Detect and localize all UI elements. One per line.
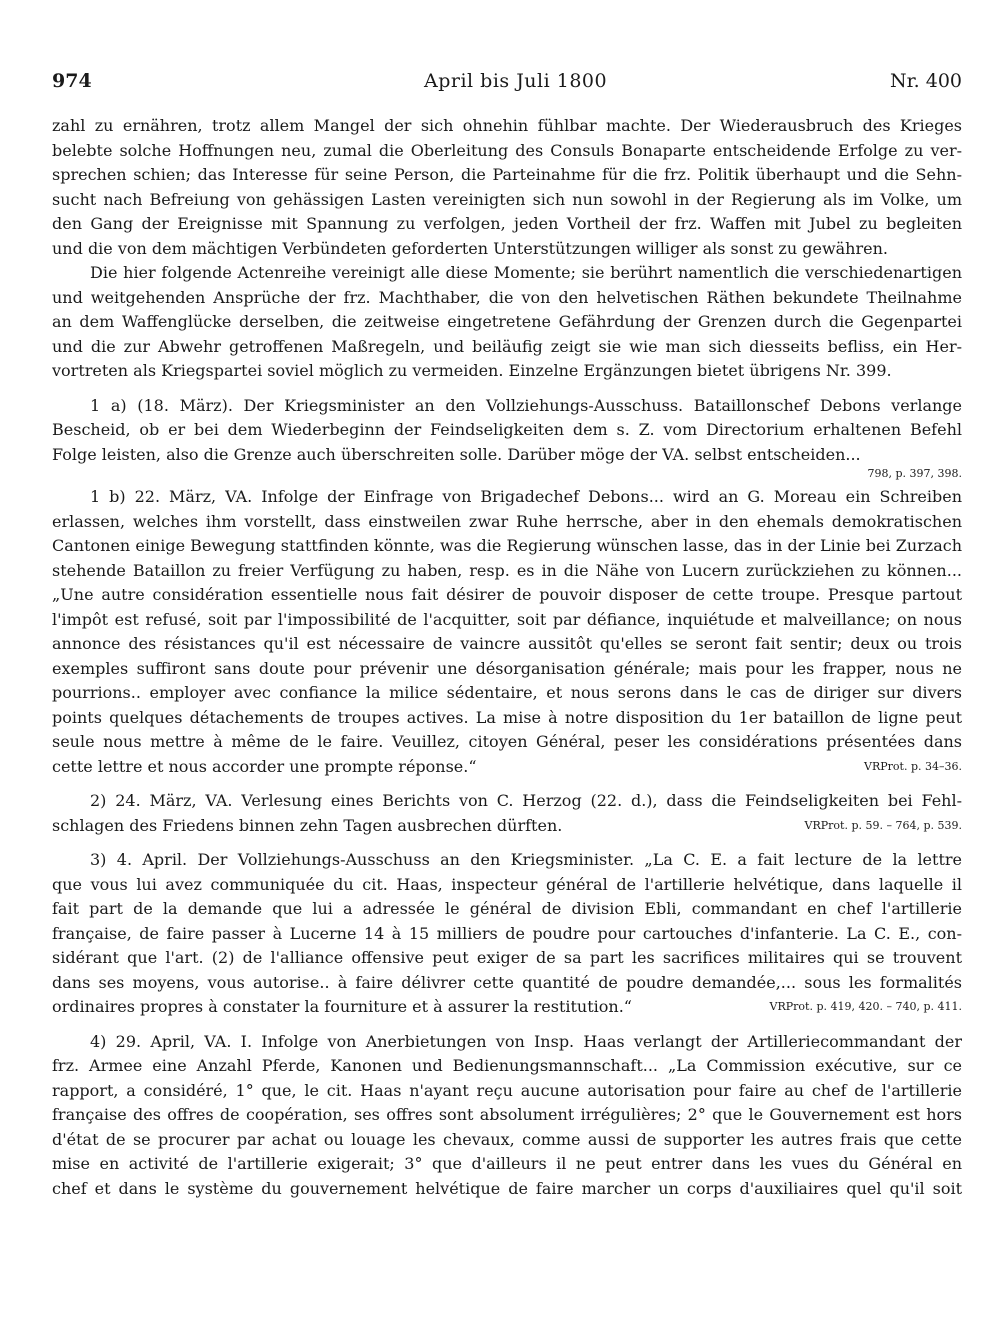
text-line-with-citation [52,995,962,1020]
source-citation: VRProt. p. 59. – 764, p. 539. [804,818,962,832]
entry-1a [52,394,962,486]
text-line: stehende Bataillon zu freier Verfügung zu haben, resp. es in die Nähe von Lucern zurückziehen zu können... [52,560,962,580]
text-line: annonce des résistances qu'il est nécessaire de vaincre aussitôt qu'elles se seront fait sentir; deux ou trois [52,634,962,653]
text-line: schlagen des Friedens binnen zehn Tagen ausbrechen dürften. [52,815,563,835]
text-line: l'impôt est refusé, soit par l'impossibilité de l'acquitter, soit par défiance, inquiétude et malveillance; on nous [52,609,962,629]
text-line: 1 b) 22. März, VA. Infolge der Einfrage von Brigadechef Debons... wird an G. Moreau ein Schreiben [90,487,962,506]
text-line: d'état de se procurer par achat ou louage les chevaux, comme aussi de supporter les autres frais que cette [52,1129,962,1149]
text-line: sprechen schien; das Interesse für seine Person, die Parteinahme für die frz. Politik überhaupt und die Sehn- [52,165,962,184]
text-line: Die hier folgende Actenreihe vereinigt alle diese Momente; sie berührt namentlich die verschiedenartigen [90,263,962,282]
source-citation: VRProt. p. 34–36. [864,759,962,773]
page-number: 974 [52,70,92,92]
document-number: Nr. 400 [890,70,962,92]
text-line: vortreten als Kriegspartei soviel möglich zu vermeiden. Einzelne Ergänzungen bietet übrigens Nr. 399. [52,361,892,380]
text-line: Bescheid, ob er bei dem Wiederbeginn der Feindseligkeiten dem s. Z. vom Directorium erhaltenen Befehl [52,420,962,439]
text-line-with-citation [52,814,962,839]
page-header [52,70,962,100]
text-line: dans ses moyens, vous autorise.. à faire délivrer cette quantité de poudre demandée,... sous les formalités [52,972,962,992]
text-line: 4) 29. April, VA. I. Infolge von Anerbietungen von Insp. Haas verlangt der Artilleriecommandant der [90,1031,962,1051]
text-line: que vous lui avez communiquée du cit. Haas, inspecteur général de l'artillerie helvétique, dans laquelle il [52,874,962,894]
text-line: cette lettre et nous accorder une prompte réponse.“ [52,756,477,776]
text-line: française, de faire passer à Lucerne 14 à 15 milliers de poudre pour cartouches d'infanterie. La C. E., con- [52,923,962,943]
text-line: zahl zu ernähren, trotz allem Mangel der sich ohnehin fühlbar machte. Der Wiederausbruch des Krieges [52,116,962,135]
text-line: ordinaires propres à constater la fourniture et à assurer la restitution.“ [52,997,632,1016]
paragraph-intro [52,114,962,261]
text-line: sucht nach Befreiung von gehässigen Lasten vereinigten sich nun sowohl in der Regierung als im Volke, um [52,189,962,209]
entry-2 [52,789,962,838]
entry-3 [52,848,962,1020]
entry-4 [52,1030,962,1202]
text-line: und die zur Abwehr getroffenen Maßregeln, und beiläufig zeigt sie wie man sich diesseits befliss, ein Her- [52,336,962,356]
text-line: 2) 24. März, VA. Verlesung eines Berichts von C. Herzog (22. d.), dass die Feindseligkeiten bei Fehl- [90,791,962,810]
text-line: erlassen, welches ihm vorstellt, dass einstweilen zwar Ruhe herrsche, aber in den ehemals demokratischen [52,511,962,531]
text-line: chef et dans le système du gouvernement helvétique de faire marcher un corps d'auxiliaires quel qu'il soit [52,1178,962,1198]
page-body [52,114,962,1201]
text-line: an dem Waffenglücke derselben, die zeitweise eingetretene Gefährdung der Grenzen durch die Gegenpartei [52,312,962,331]
text-line: fait part de la demande que lui a adressée le général de division Ebli, commandant en chef l'artillerie [52,899,962,918]
text-line-with-citation [52,755,962,780]
text-line: 1 a) (18. März). Der Kriegsminister an den Vollziehungs-Ausschuss. Bataillonschef Debons verlange [90,395,962,415]
entry-1b [52,485,962,779]
text-line: und die von dem mächtigen Verbündeten geforderten Unterstützungen williger als sonst zu gewähren. [52,238,888,258]
source-citation: 798, p. 397, 398. [867,467,962,480]
text-line: pourrions.. employer avec confiance la milice sédentaire, et nous serons dans le cas de diriger sur divers [52,683,962,702]
text-line: rapport, a considéré, 1° que, le cit. Haas n'ayant reçu aucune autorisation pour faire au chef de l'artillerie [52,1080,962,1100]
text-line: mise en activité de l'artillerie exigerait; 3° que d'ailleurs il ne peut entrer dans les vues du Général en [52,1154,962,1173]
text-line: 3) 4. April. Der Vollziehungs-Ausschuss an den Kriegsminister. „La C. E. a fait lecture de la lettre [90,850,962,869]
text-line: sidérant que l'art. (2) de l'alliance offensive peut exiger de sa part les sacrifices militaires qui se trouvent [52,948,962,967]
text-line: seule nous mettre à même de le faire. Veuillez, citoyen Général, peser les considérations présentées dans [52,732,962,751]
text-line: frz. Armee eine Anzahl Pferde, Kanonen und Bedienungsmannschaft... „La Commission exécutive, sur ce [52,1056,962,1075]
text-line: den Gang der Ereignisse mit Spannung zu verfolgen, jeden Vortheil der frz. Waffen mit Jubel zu begleiten [52,214,962,233]
text-line: Folge leisten, also die Grenze auch überschreiten solle. Darüber möge der VA. selbst entscheiden... [52,444,861,464]
text-line: und weitgehenden Ansprüche der frz. Machthaber, die von den helvetischen Räthen bekundete Theilnahme [52,287,962,307]
text-line: „Une autre considération essentielle nous fait désirer de pouvoir disposer de cette troupe. Presque partout [52,585,962,604]
text-line: belebte solche Hoffnungen neu, zumal die Oberleitung des Consuls Bonaparte entscheidende Erfolge zu ver- [52,140,962,160]
source-citation: VRProt. p. 419, 420. – 740, p. 411. [769,1000,962,1013]
text-line: Cantonen einige Bewegung stattfinden könnte, was die Regierung wünschen lasse, das in der Linie bei Zurzach [52,536,962,555]
text-line: exemples suffiront sans doute pour prévenir une désorganisation générale; mais pour les frapper, nous ne [52,658,962,678]
text-line: française des offres de coopération, ses offres sont absolument irrégulières; 2° que le Gouvernement est hors [52,1105,962,1124]
running-title: April bis Juli 1800 [424,70,608,92]
paragraph-actenreihe [52,261,962,384]
text-line: points quelques détachements de troupes actives. La mise à notre disposition du 1er bataillon de ligne peut [52,707,962,727]
